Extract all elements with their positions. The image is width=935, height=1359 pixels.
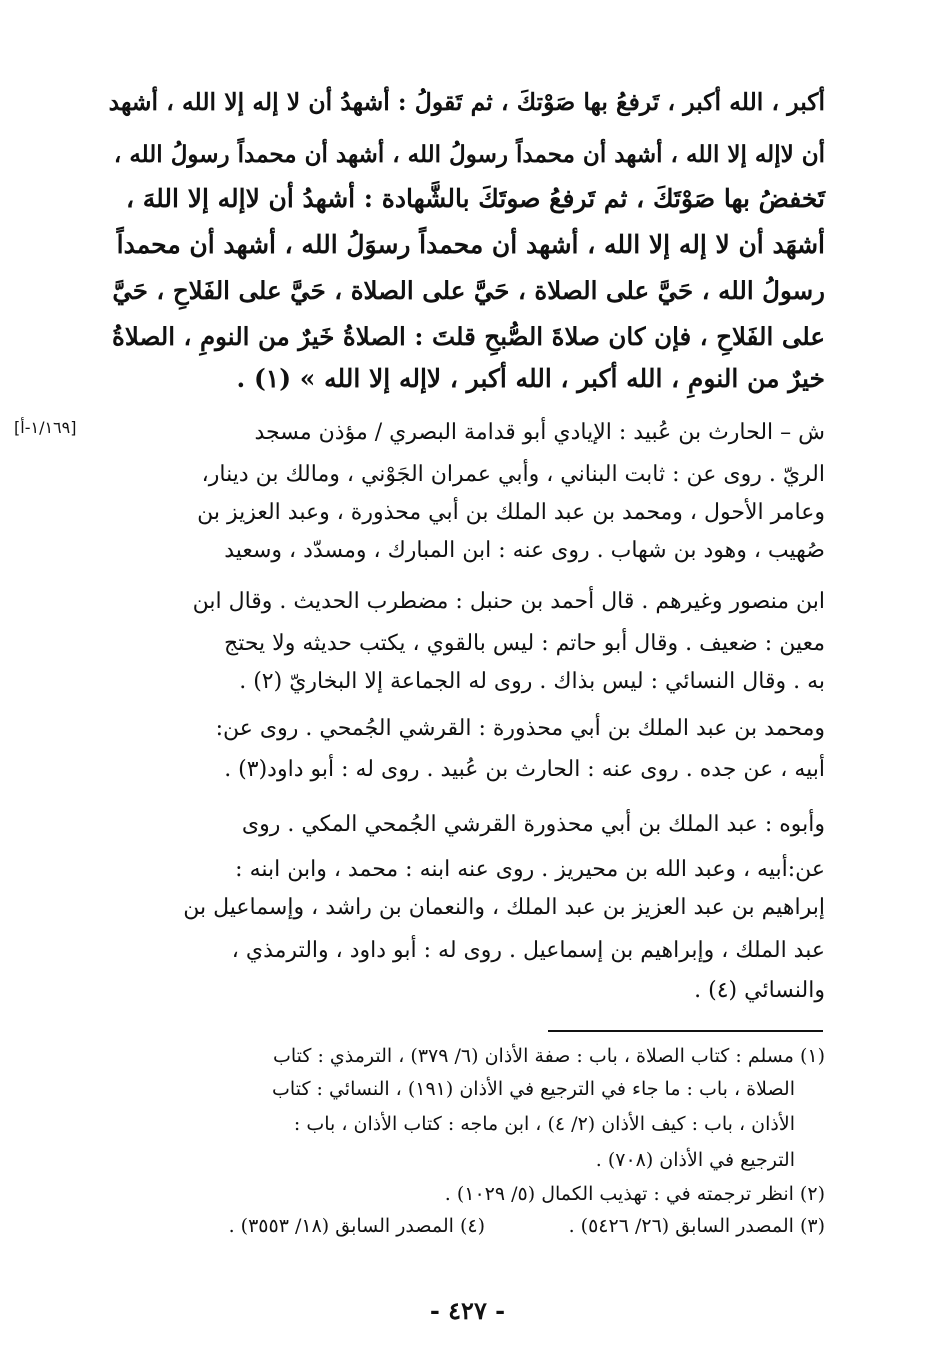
- hadith-line: رسولُ الله ، حَيَّ على الصلاة ، حَيَّ على الصلاة ، حَيَّ على الفَلاحِ ، حَيَّ: [112, 276, 825, 305]
- page-number: - ٤٢٧ -: [429, 1296, 506, 1325]
- footnotes: [105, 0, 825, 1250]
- commentary-line: ش – الحارث بن عُبيد : الإيادي أبو قدامة البصري / مؤذن مسجد: [254, 420, 825, 445]
- footnote-line: (٤) المصدر السابق (١٨/ ٣٥٥٣) .: [228, 1215, 485, 1237]
- footnote-line: (٢) انظر ترجمته في : تهذيب الكمال (٥/ ١٠٢٩) .: [444, 1183, 825, 1205]
- hadith-line: خيرٌ من النومِ ، الله أكبر ، الله أكبر ، لاإله إلا الله » (١) .: [236, 364, 825, 393]
- footnote-line: (١) مسلم : كتاب الصلاة ، باب : صفة الأذان (٦/ ٣٧٩) ، الترمذي : كتاب: [272, 1045, 825, 1067]
- hadith-line: أن لاإله إلا الله ، أشهد أن محمداً رسولُ الله ، أشهد أن محمداً رسولُ الله ،: [113, 141, 825, 168]
- margin-reference: [١/١٦٩-أ]: [14, 418, 77, 437]
- commentary-line: ابن منصور وغيرهم . قال أحمد بن حنبل : مضطرب الحديث . وقال ابن: [192, 589, 825, 614]
- commentary-line: أبيه ، عن جده . روى عنه : الحارث بن عُبيد . روى له : أبو داود(٣) .: [224, 757, 825, 782]
- footnote-line: (٣) المصدر السابق (٢٦/ ٥٤٢٦) .: [568, 1215, 825, 1237]
- commentary-line: صُهيب ، وهود بن شهاب . روى عنه : ابن المبارك ، ومسدّد ، وسعيد: [224, 538, 825, 563]
- commentary-line: وعامر الأحول ، ومحمد بن عبد الملك بن أبي محذورة ، وعبد العزيز بن: [197, 500, 825, 525]
- hadith-line: أكبر ، الله أكبر ، تَرفعُ بها صَوْتكَ ، ثم تَقولُ : أشهدُ أن لا إله إلا الله ، أشهد: [108, 88, 825, 116]
- commentary-line: عن:أبيه ، وعبد الله بن محيريز . روى عنه ابنه : محمد ، وابن ابنه :: [235, 857, 825, 882]
- commentary-line: إبراهيم بن عبد العزيز بن عبد الملك ، والنعمان بن راشد ، وإسماعيل بن: [183, 895, 825, 920]
- footnote-line: الأذان ، باب : كيف الأذان (٢/ ٤) ، ابن ماجه : كتاب الأذان ، باب :: [293, 1113, 795, 1135]
- commentary-line: وأبوه : عبد الملك بن أبي محذورة القرشي الجُمحي المكي . روى: [241, 812, 825, 837]
- footnote-line: الترجيع في الأذان (٧٠٨) .: [595, 1149, 795, 1171]
- footnote-line: الصلاة ، باب : ما جاء في الترجيع في الأذان (١٩١) ، النسائي : كتاب: [272, 1078, 795, 1100]
- commentary-line: الريّ . روى عن : ثابت البناني ، وأبي عمران الجَوْني ، ومالك بن دينار،: [201, 462, 825, 487]
- commentary-line: به . وقال النسائي : ليس بذاك . روى له الجماعة إلا البخاريّ (٢) .: [239, 669, 825, 694]
- hadith-line: أشهَد أن لا إله إلا الله ، أشهد أن محمداً رسوَلُ الله ، أشهد أن محمداً: [116, 230, 825, 259]
- commentary-line: عبد الملك ، وإبراهيم بن إسماعيل . روى له : أبو داود ، والترمذي ،: [231, 938, 825, 963]
- hadith-line: تَخفضُ بها صَوْتَكَ ، ثم تَرفعُ صوتَكَ بالشَّهادة : أشهدُ أن لاإله إلا اللهَ ،: [125, 184, 825, 213]
- hadith-line: على الفَلاحِ ، فإن كان صلاةَ الصُّبحِ قلتَ : الصلاةُ خَيرٌ من النومِ ، الصلاةُ: [112, 322, 825, 351]
- commentary-line: معين : ضعيف . وقال أبو حاتم : ليس بالقوي ، يكتب حديثه ولا يحتج: [224, 631, 825, 656]
- commentary-line: والنسائي (٤) .: [694, 978, 825, 1003]
- commentary-line: ومحمد بن عبد الملك بن أبي محذورة : القرشي الجُمحي . روى عن:: [215, 716, 825, 741]
